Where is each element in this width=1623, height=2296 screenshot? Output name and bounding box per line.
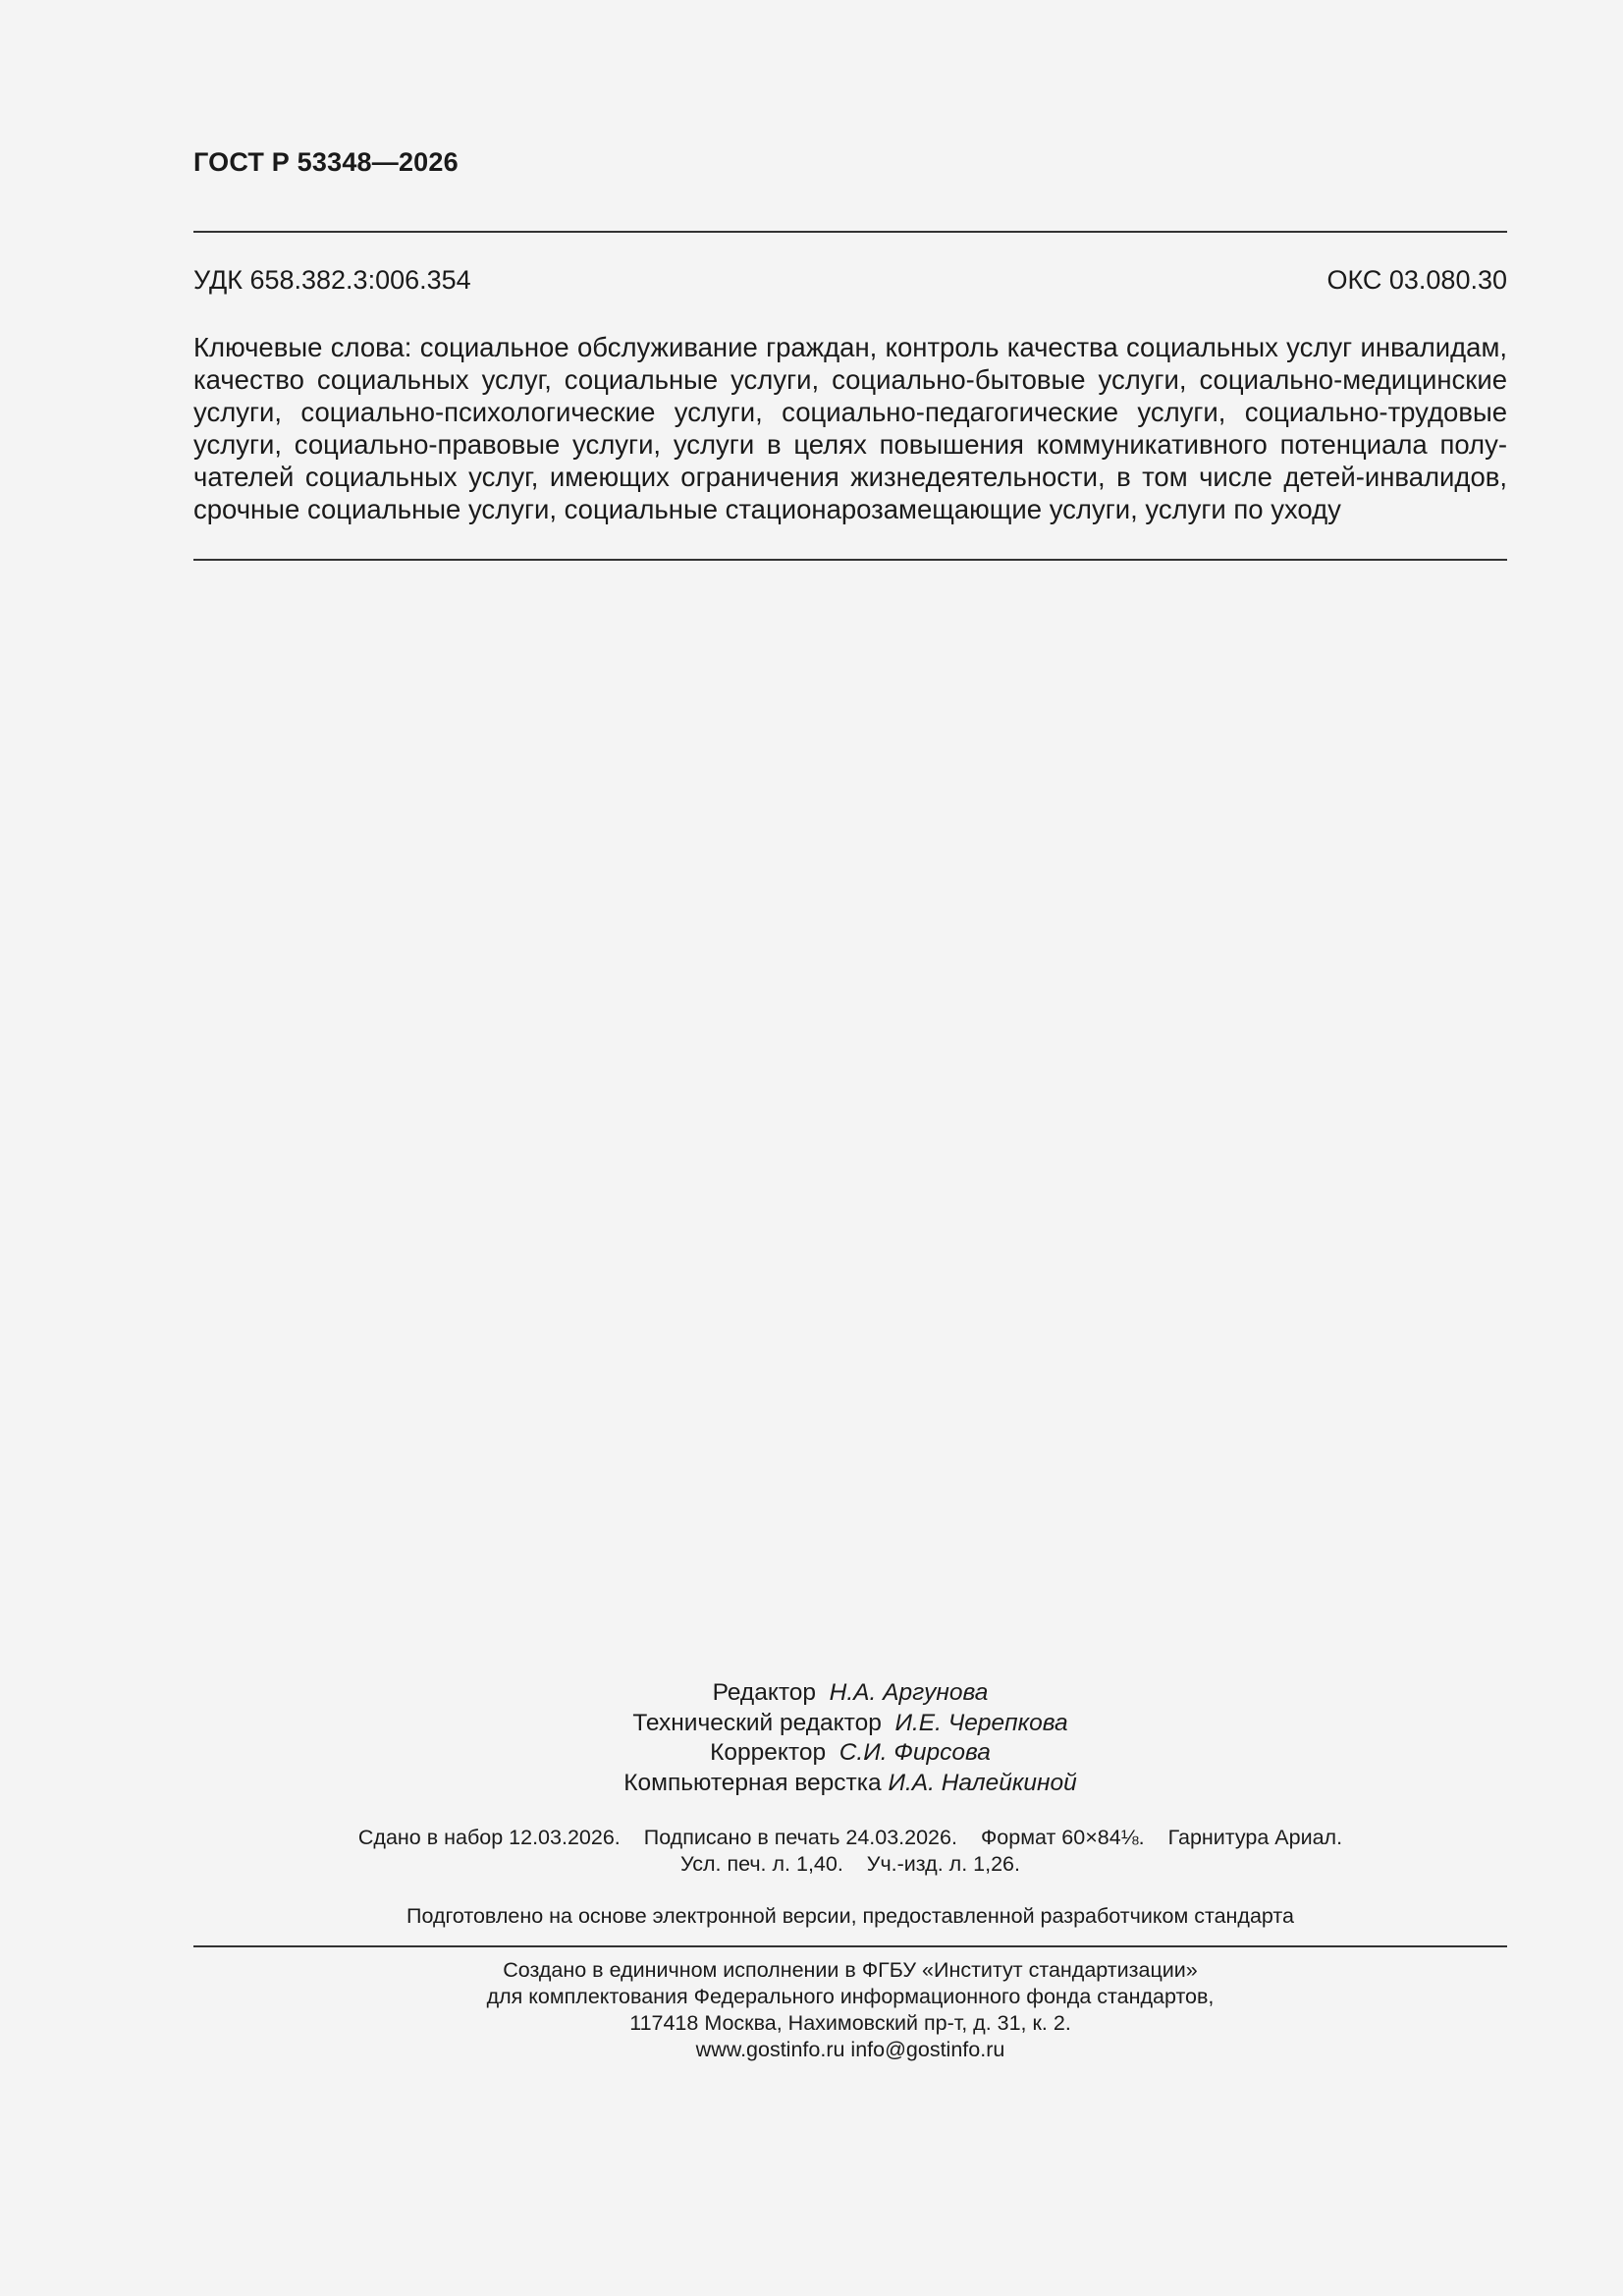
paper-format: Формат 60×84⅛. bbox=[980, 1826, 1145, 1849]
publisher-address: 117418 Москва, Нахимовский пр-т, д. 31, к. 2. bbox=[629, 2011, 1071, 2035]
udk-code: УДК 658.382.3:006.354 bbox=[193, 265, 471, 295]
publisher-line-2: для комплектования Федерального информационного фонда стандартов, bbox=[486, 1985, 1215, 2008]
imprint-line-2 bbox=[193, 1851, 1507, 1878]
email-link[interactable]: info@gostinfo.ru bbox=[850, 2038, 1005, 2061]
tech-editor-name: И.Е. Черепкова bbox=[894, 1709, 1068, 1736]
publisher-line-1: Создано в единичном исполнении в ФГБУ «Институт стандартизации» bbox=[503, 1958, 1198, 1982]
typeface: Гарнитура Ариал. bbox=[1167, 1826, 1343, 1849]
oks-code: ОКС 03.080.30 bbox=[1326, 265, 1507, 295]
imprint-line-1 bbox=[193, 1825, 1507, 1851]
publisher-divider bbox=[193, 1945, 1507, 1947]
publication-sheets: Уч.-изд. л. 1,26. bbox=[866, 1852, 1020, 1876]
keywords-line: чателей социальных услуг, имеющих ограничения жизнедеятельности, в том числе детей-инвалидов, bbox=[193, 462, 1507, 492]
keywords-paragraph bbox=[193, 331, 1507, 525]
classification-row bbox=[193, 265, 1507, 296]
keywords-divider bbox=[193, 559, 1507, 561]
typeset-date: Сдано в набор 12.03.2026. bbox=[357, 1826, 621, 1849]
corrector-name: С.И. Фирсова bbox=[839, 1739, 991, 1766]
website-link[interactable]: www.gostinfo.ru bbox=[695, 2038, 845, 2061]
keywords-line: услуги, социально-правовые услуги, услуги в целях повышения коммуникативного потенциала полу- bbox=[193, 429, 1507, 460]
prepared-note: Подготовлено на основе электронной версии, предоставленной разработчиком стандарта bbox=[406, 1904, 1294, 1928]
print-sheets: Усл. печ. л. 1,40. bbox=[680, 1852, 843, 1876]
editor-line bbox=[193, 1678, 1507, 1709]
layout-label: Компьютерная верстка bbox=[623, 1769, 882, 1796]
signed-date: Подписано в печать 24.03.2026. bbox=[643, 1826, 957, 1849]
credits-block bbox=[193, 1678, 1507, 1798]
tech-editor-line bbox=[193, 1709, 1507, 1739]
tech-editor-label: Технический редактор bbox=[632, 1709, 882, 1736]
corrector-label: Корректор bbox=[710, 1739, 827, 1766]
keywords-line: срочные социальные услуги, социальные стационарозамещающие услуги, услуги по уходу bbox=[193, 494, 1341, 524]
editor-label: Редактор bbox=[712, 1679, 817, 1706]
keywords-line: качество социальных услуг, социальные услуги, социально-бытовые услуги, социально-медицинские bbox=[193, 364, 1507, 395]
imprint-block bbox=[193, 1825, 1507, 1878]
publisher-contacts bbox=[193, 2037, 1507, 2063]
publisher-block bbox=[193, 1957, 1507, 2063]
layout-line bbox=[193, 1769, 1507, 1799]
corrector-line bbox=[193, 1738, 1507, 1769]
keywords-line: услуги, социально-психологические услуги, социально-педагогические услуги, социально-трудовые bbox=[193, 397, 1507, 427]
keywords-line: Ключевые слова: социальное обслуживание граждан, контроль качества социальных услуг инвалидам, bbox=[193, 332, 1507, 362]
editor-name: Н.А. Аргунова bbox=[829, 1679, 989, 1706]
document-code: ГОСТ Р 53348—2026 bbox=[193, 147, 459, 177]
layout-name: И.А. Налейкиной bbox=[888, 1769, 1077, 1796]
top-divider bbox=[193, 231, 1507, 233]
